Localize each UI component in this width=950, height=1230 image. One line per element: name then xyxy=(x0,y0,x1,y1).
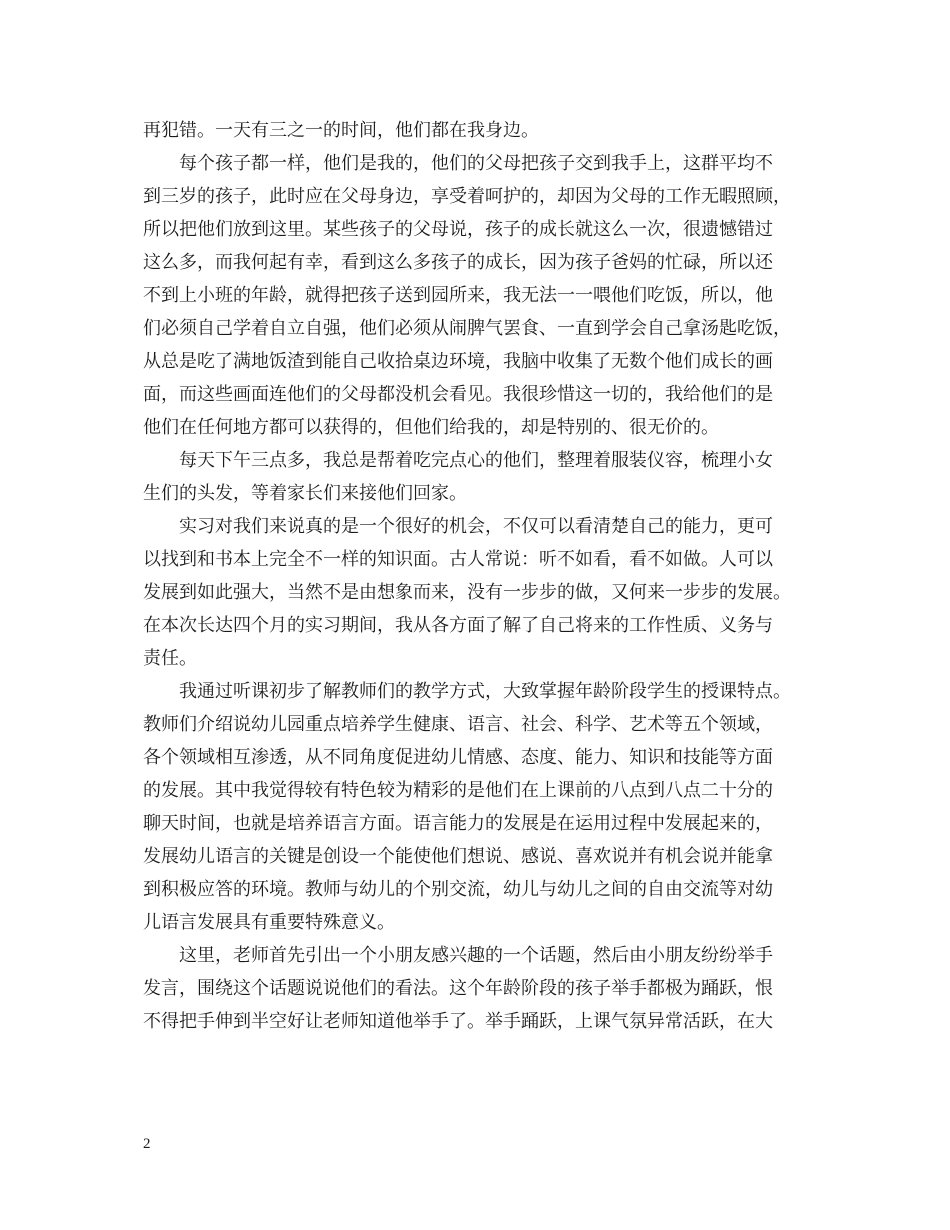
text-line: 到积极应答的环境。教师与幼儿的个别交流，幼儿与幼儿之间的自由交流等对幼 xyxy=(143,879,773,900)
text-line: 实习对我们来说真的是一个很好的机会，不仅可以看清楚自己的能力，更可 xyxy=(179,516,773,537)
text-line: 这里，老师首先引出一个小朋友感兴趣的一个话题，然后由小朋友纷纷举手 xyxy=(179,945,773,966)
text-line: 的发展。其中我觉得较有特色较为精彩的是他们在上课前的八点到八点二十分的 xyxy=(143,780,773,801)
text-line: 我通过听课初步了解教师们的教学方式，大致掌握年龄阶段学生的授课特点。 xyxy=(179,681,791,702)
text-line: 聊天时间，也就是培养语言方面。语言能力的发展是在运用过程中发展起来的， xyxy=(143,813,773,834)
text-line: 责任。 xyxy=(143,648,197,669)
page-number: 2 xyxy=(143,1136,151,1152)
body-text xyxy=(143,114,811,1038)
text-line: 每个孩子都一样，他们是我的，他们的父母把孩子交到我手上，这群平均不 xyxy=(179,153,773,174)
text-line: 在本次长达四个月的实习期间，我从各方面了解了自己将来的工作性质、义务与 xyxy=(143,615,773,636)
text-line: 发展幼儿语言的关键是创设一个能使他们想说、感说、喜欢说并有机会说并能拿 xyxy=(143,846,773,867)
text-line: 到三岁的孩子，此时应在父母身边，享受着呵护的，却因为父母的工作无暇照顾， xyxy=(143,186,791,207)
text-line: 们必须自己学着自立自强，他们必须从闹脾气罢食、一直到学会自己拿汤匙吃饭， xyxy=(143,318,791,339)
text-line: 发言，围绕这个话题说说他们的看法。这个年龄阶段的孩子举手都极为踊跃，恨 xyxy=(143,978,773,999)
text-line: 以找到和书本上完全不一样的知识面。古人常说：听不如看，看不如做。人可以 xyxy=(143,549,773,570)
text-line: 儿语言发展具有重要特殊意义。 xyxy=(143,912,395,933)
text-line: 从总是吃了满地饭渣到能自己收拾桌边环境，我脑中收集了无数个他们成长的画 xyxy=(143,351,773,372)
text-line: 生们的头发，等着家长们来接他们回家。 xyxy=(143,483,467,504)
text-line: 各个领域相互渗透，从不同角度促进幼儿情感、态度、能力、知识和技能等方面 xyxy=(143,747,773,768)
text-line: 不得把手伸到半空好让老师知道他举手了。举手踊跃，上课气氛异常活跃，在大 xyxy=(143,1011,773,1032)
text-line: 这么多，而我何起有幸，看到这么多孩子的成长，因为孩子爸妈的忙碌，所以还 xyxy=(143,252,773,273)
text-line: 发展到如此强大，当然不是由想象而来，没有一步步的做，又何来一步步的发展。 xyxy=(143,582,791,603)
text-line: 教师们介绍说幼儿园重点培养学生健康、语言、社会、科学、艺术等五个领域， xyxy=(143,714,773,735)
text-line: 再犯错。一天有三之一的时间，他们都在我身边。 xyxy=(143,120,539,141)
text-line: 面，而这些画面连他们的父母都没机会看见。我很珍惜这一切的，我给他们的是 xyxy=(143,384,773,405)
text-line: 所以把他们放到这里。某些孩子的父母说，孩子的成长就这么一次，很遗憾错过 xyxy=(143,219,773,240)
text-line: 他们在任何地方都可以获得的，但他们给我的，却是特别的、很无价的。 xyxy=(143,417,719,438)
text-line: 每天下午三点多，我总是帮着吃完点心的他们，整理着服装仪容，梳理小女 xyxy=(179,450,773,471)
text-line: 不到上小班的年龄，就得把孩子送到园所来，我无法一一喂他们吃饭，所以，他 xyxy=(143,285,773,306)
